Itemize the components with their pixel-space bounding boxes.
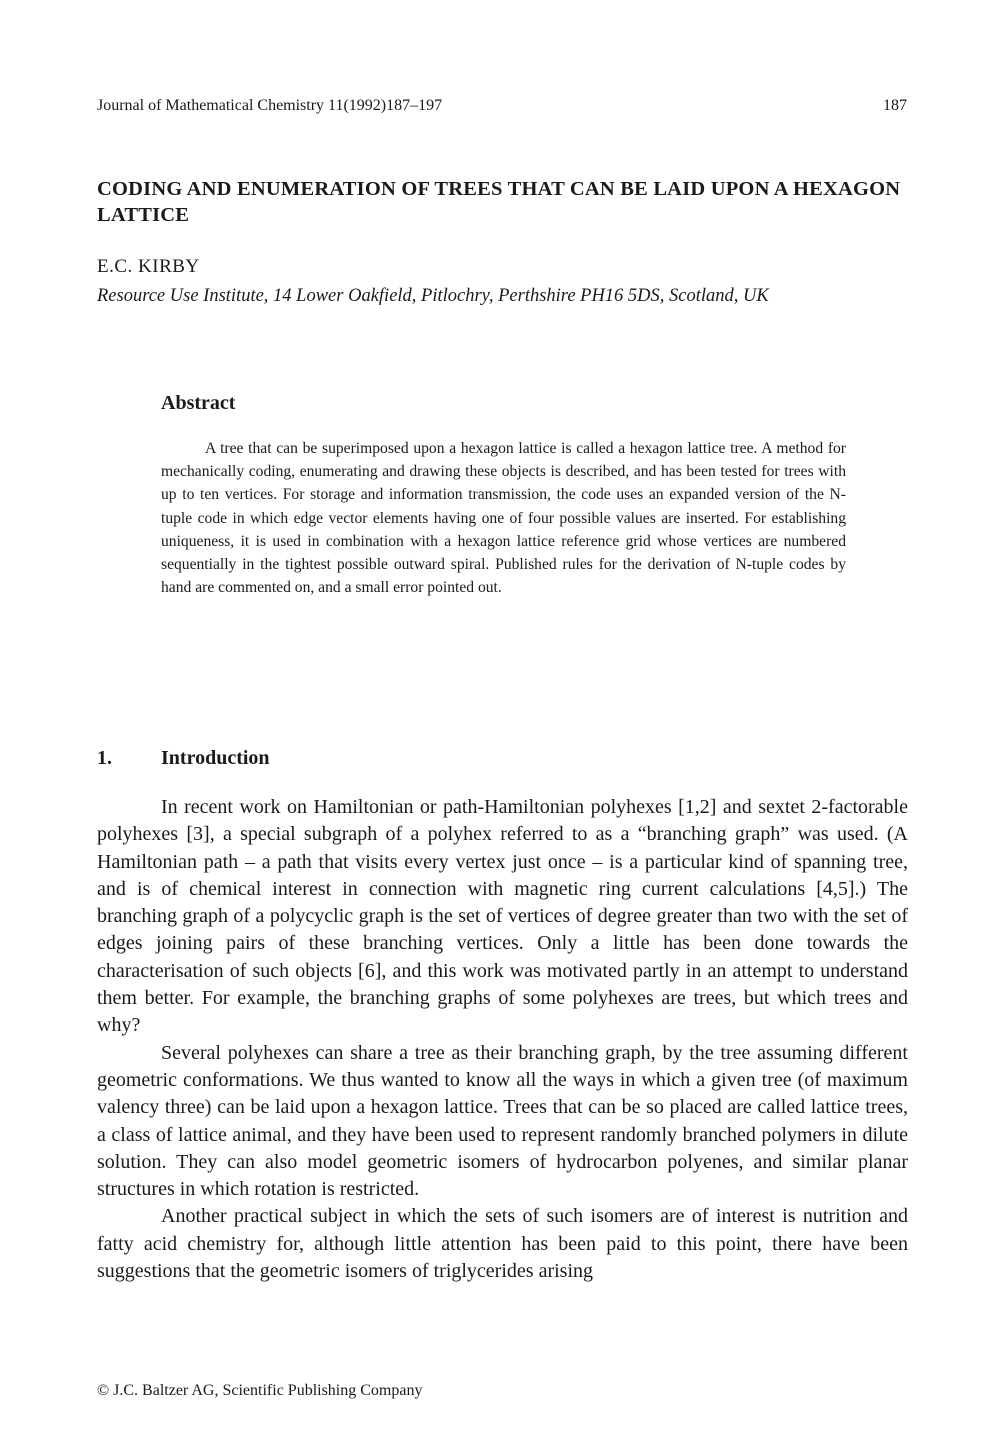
section-heading (97, 745, 270, 771)
body-paragraph: In recent work on Hamiltonian or path-Hamiltonian polyhexes [1,2] and sextet 2-factorable polyhexes [3], a special subgraph of a polyhex referred to as a “branching graph” was used. (A Hamiltonian path – a path that visits every vertex just once – is a particular kind of spanning tree, and is of chemical interest in connection with magnetic ring current calculations [4,5].) The branching graph of a polycyclic graph is the set of vertices of degree greater than two with the set of edges joining pairs of these branching vertices. Only a little has been done towards the characterisation of such objects [6], and this work was motivated partly in an attempt to understand them better. For example, the branching graphs of some polyhexes are trees, but which trees and why? (97, 796, 908, 1037)
section-body (97, 794, 908, 1285)
section-number: 1. (97, 747, 112, 769)
article-title: CODING AND ENUMERATION OF TREES THAT CAN BE LAID UPON A HEXAGON LATTICE (97, 178, 901, 226)
journal-citation: Journal of Mathematical Chemistry 11(1992)187–197 (97, 97, 443, 114)
abstract-text: A tree that can be superimposed upon a hexagon lattice is called a hexagon lattice tree. A method for mechanically coding, enumerating and drawing these objects is described, and has been tested for trees with up to ten vertices. For storage and information transmission, the code uses an expanded version of the N-tuple code in which edge vector elements having one of four possible values are inserted. For establishing uniqueness, it is used in combination with a hexagon lattice reference grid whose vertices are numbered sequentially in the tightest possible outward spiral. Published rules for the derivation of N-tuple codes by hand are commented on, and a small error pointed out. (161, 440, 846, 597)
abstract-heading: Abstract (161, 392, 236, 414)
page-number: 187 (883, 97, 907, 114)
author-affiliation: Resource Use Institute, 14 Lower Oakfield, Pitlochry, Perthshire PH16 5DS, Scotland, UK (97, 286, 769, 306)
copyright-footer: © J.C. Baltzer AG, Scientific Publishing Company (97, 1382, 423, 1399)
author-name: E.C. KIRBY (97, 256, 200, 277)
body-paragraph: Another practical subject in which the sets of such isomers are of interest is nutrition and fatty acid chemistry for, although little attention has been paid to this point, there have been suggestions that the geometric isomers of triglycerides arising (97, 1205, 908, 1283)
section-title: Introduction (161, 747, 270, 769)
body-paragraph: Several polyhexes can share a tree as their branching graph, by the tree assuming different geometric conformations. We thus wanted to know all the ways in which a given tree (of maximum valency three) can be laid upon a hexagon lattice. Trees that can be so placed are called lattice trees, a class of lattice animal, and they have been used to represent randomly branched polymers in dilute solution. They can also model geometric isomers of hydrocarbon polyenes, and similar planar structures in which rotation is restricted. (97, 1041, 908, 1201)
abstract-body (161, 437, 846, 599)
